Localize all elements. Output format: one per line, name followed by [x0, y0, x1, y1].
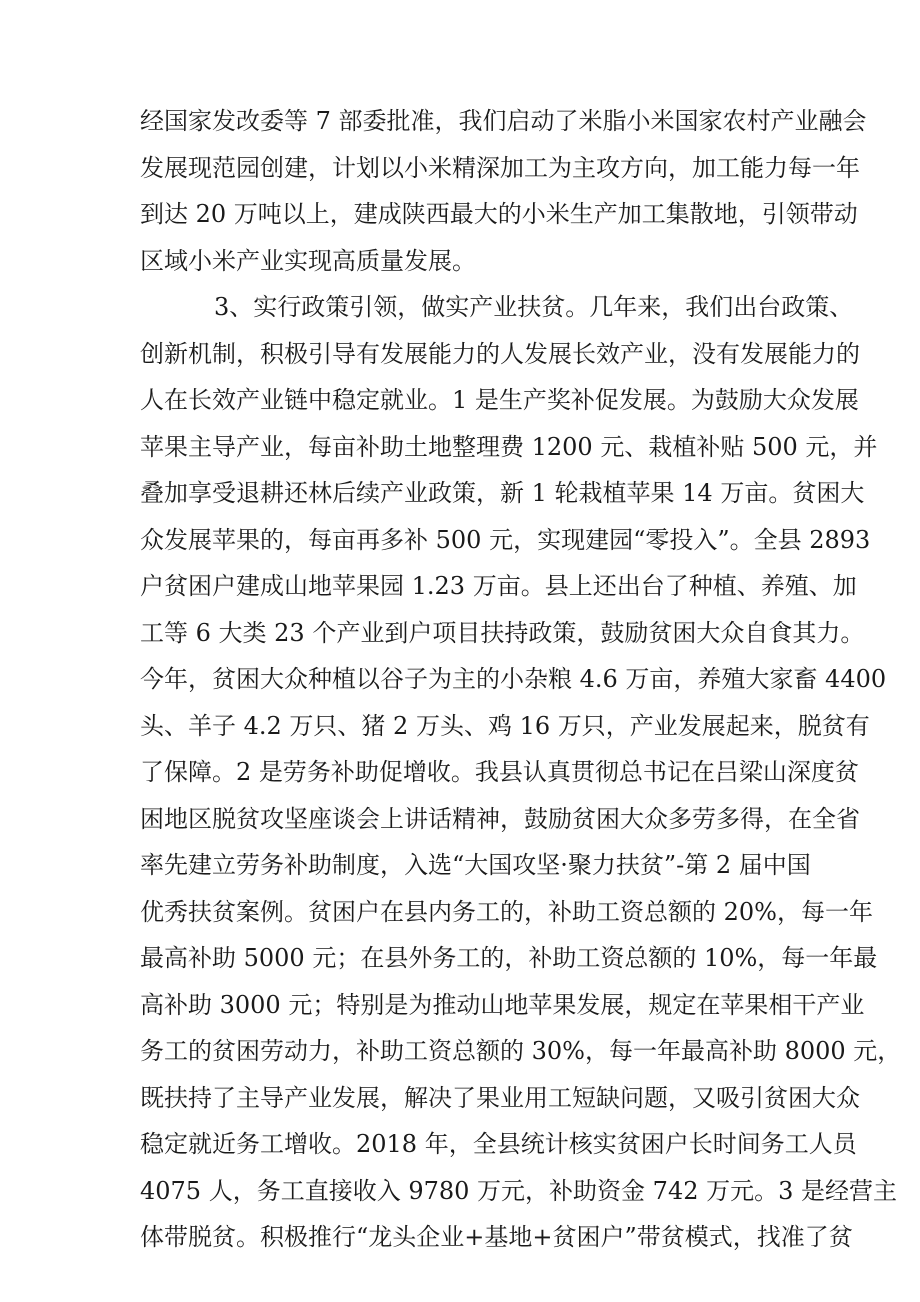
text-line: 既扶持了主导产业发展，解决了果业用工短缺问题，又吸引贫困大众 — [140, 1083, 860, 1112]
text-line: 创新机制，积极引导有发展能力的人发展长效产业，没有发展能力的 — [140, 339, 860, 368]
text-line: 众发展苹果的，每亩再多补 500 元，实现建园“零投入”。全县 2893 — [140, 525, 871, 554]
text-line: 叠加享受退耕还林后续产业政策，新 1 轮栽植苹果 14 万亩。贫困大 — [140, 479, 865, 507]
text-line: 人在长效产业链中稳定就业。1 是生产奖补促发展。为鼓励大众发展 — [140, 386, 859, 414]
text-line: 户贫困户建成山地苹果园 1.23 万亩。县上还出台了种植、养殖、加 — [140, 572, 857, 600]
paragraph-heading-line: 3、实行政策引领，做实产业扶贫。几年来，我们出台政策、 — [214, 293, 854, 321]
text-line: 最高补助 5000 元；在县外务工的，补助工资总额的 10%，每一年最 — [140, 944, 878, 972]
text-line: 体带脱贫。积极推行“龙头企业+基地+贫困户”带贫模式，找准了贫 — [140, 1223, 853, 1251]
text-line: 高补助 3000 元；特别是为推动山地苹果发展，规定在苹果相干产业 — [140, 990, 865, 1019]
text-line: 工等 6 大类 23 个产业到户项目扶持政策，鼓励贫困大众自食其力。 — [140, 618, 865, 647]
text-line: 经国家发改委等 7 部委批准，我们启动了米脂小米国家农村产业融会 — [140, 107, 867, 135]
text-line: 了保障。2 是劳务补助促增收。我县认真贯彻总书记在吕梁山深度贫 — [140, 758, 859, 786]
text-line: 困地区脱贫攻坚座谈会上讲话精神，鼓励贫困大众多劳多得，在全省 — [140, 804, 860, 833]
text-line: 到达 20 万吨以上，建成陕西最大的小米生产加工集散地，引领带动 — [140, 200, 858, 228]
text-line: 苹果主导产业，每亩补助土地整理费 1200 元、栽植补贴 500 元，并 — [140, 432, 878, 461]
text-line: 4075 人，务工直接收入 9780 万元，补助资金 742 万元。3 是经营主 — [140, 1176, 898, 1205]
text-line: 务工的贫困劳动力，补助工资总额的 30%，每一年最高补助 8000 元， — [140, 1037, 902, 1065]
text-line: 今年，贫困大众种植以谷子为主的小杂粮 4.6 万亩，养殖大家畜 4400 — [140, 665, 887, 693]
text-line: 发展现范园创建，计划以小米精深加工为主攻方向，加工能力每一年 — [140, 153, 860, 182]
text-line: 率先建立劳务补助制度，入选“大国攻坚·聚力扶贫”-第 2 届中国 — [140, 851, 811, 879]
body-text — [140, 98, 902, 1261]
text-line: 稳定就近务工增收。2018 年，全县统计核实贫困户长时间务工人员 — [140, 1130, 857, 1158]
text-line: 优秀扶贫案例。贫困户在县内务工的，补助工资总额的 20%，每一年 — [140, 897, 873, 926]
text-line: 区域小米产业实现高质量发展。 — [140, 246, 476, 275]
text-line: 头、羊子 4.2 万只、猪 2 万头、鸡 16 万只，产业发展起来，脱贫有 — [140, 711, 870, 740]
